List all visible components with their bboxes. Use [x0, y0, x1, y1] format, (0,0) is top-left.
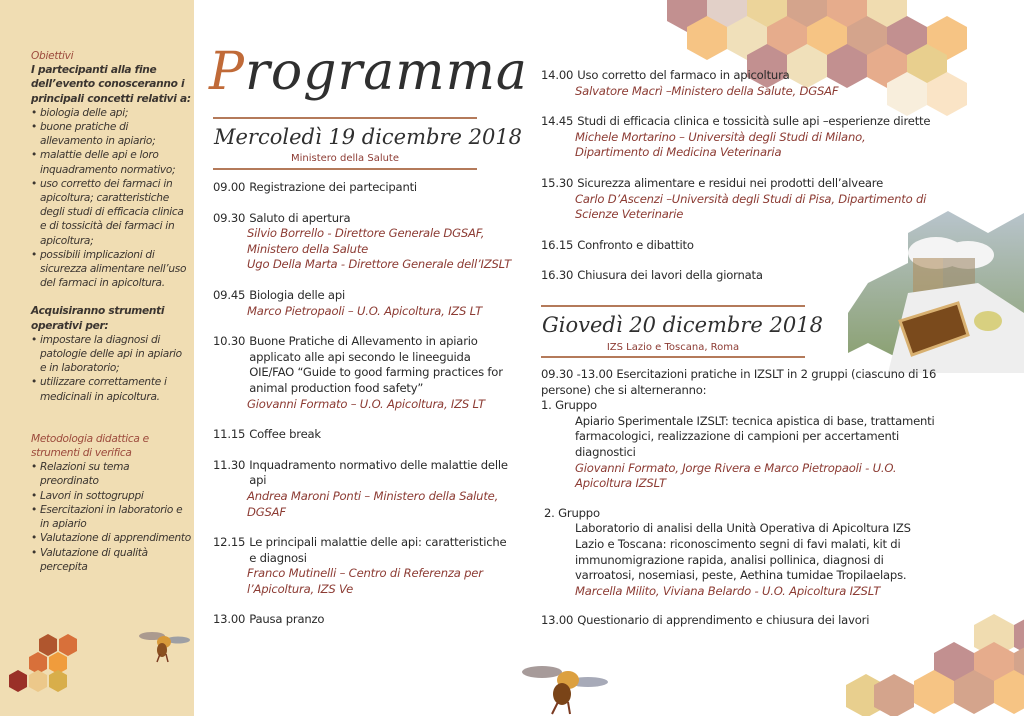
day2-venue: IZS Lazio e Toscana, Roma: [606, 342, 740, 353]
method-list: [31, 460, 191, 574]
divider: [541, 305, 805, 307]
tools-list: [31, 333, 191, 404]
item-time: 09.30: [213, 210, 246, 225]
schedule-item: [213, 612, 513, 628]
group-description: Apiario Sperimentale IZSLT: tecnica apistica di base, trattamenti farmacologici, realizzazione di campioni per accertamenti diagnostici: [575, 413, 935, 459]
item-speaker: Michele Mortarino – Università degli Studi di Milano, Dipartimento di Medicina Veterinaria: [575, 129, 866, 160]
item-title: Biologia delle api: [249, 287, 345, 302]
item-speaker: Franco Mutinelli – Centro di Referenza per l’Apicoltura, IZS Ve: [247, 566, 483, 596]
item-time: 13.00: [213, 612, 246, 627]
divider: [213, 117, 477, 119]
item-title: Chiusura dei lavori della giornata: [577, 268, 763, 283]
method-item: • Relazioni su tema preordinato: [31, 460, 191, 488]
group-label: 1. Gruppo: [541, 398, 597, 413]
item-time: 12.15: [213, 535, 246, 550]
item-speaker: Andrea Maroni Ponti – Ministero della Salute, DGSAF: [247, 488, 499, 519]
item-speaker: Carlo D’Ascenzi –Università degli Studi di Pisa, Dipartimento di Scienze Veterinarie: [575, 191, 927, 222]
item-title: Uso corretto del farmaco in apicoltura: [577, 68, 790, 82]
item-time: 14.45: [541, 114, 574, 129]
item-time: 16.30: [541, 268, 574, 283]
item-speaker: Marco Pietropaoli – U.O. Apicoltura, IZS LT: [247, 303, 483, 318]
sidebar-text: [31, 49, 191, 574]
item-time: 11.15: [213, 427, 246, 442]
objectives-list: [31, 106, 191, 291]
item-title: Saluto di apertura: [249, 210, 351, 225]
group-speakers: Giovanni Formato, Jorge Rivera e Marco Pietropaoli - U.O. Apicoltura IZSLT: [575, 460, 897, 491]
title-first-letter: P: [209, 42, 245, 102]
objective-item: • buone pratiche di allevamento in apiario;: [31, 120, 191, 148]
schedule-item: [213, 334, 513, 412]
group-description: Laboratorio di analisi della Unità Operativa di Apicoltura IZS Lazio e Toscana: riconoscimento segni di favi malati, kit di immunomigrazione rapida, analisi pollinica, diagnosi di varroatosi, nosemiasi, peste, Aethina tumidae Tropilaelaps.: [575, 521, 911, 583]
item-title: Le principali malattie delle api: caratteristiche e diagnosi: [249, 535, 507, 565]
schedule-item: [541, 268, 941, 284]
day1-date: Mercoledì 19 dicembre 2018: [214, 125, 523, 149]
item-speaker: Ministero della Salute: [247, 241, 369, 256]
bee-icon: [520, 658, 612, 716]
item-title: Coffee break: [249, 427, 321, 442]
divider: [541, 356, 805, 358]
sidebar: [0, 0, 194, 716]
item-time: 14.00: [541, 68, 574, 82]
hex-cell: [59, 634, 77, 656]
objectives-intro: I partecipanti alla fine dell’evento conosceranno i principali concetti relativi a:: [31, 64, 191, 105]
item-speaker: Ugo Della Marta - Direttore Generale dell’IZSLT: [247, 257, 512, 272]
day2-intro: 09.30 -13.00 Esercitazioni pratiche in IZSLT in 2 gruppi (ciascuno di 16 persone) che si alterneranno:: [541, 367, 937, 397]
method-item: • Valutazione di apprendimento: [31, 531, 191, 545]
item-time: 15.30: [541, 175, 574, 190]
objective-item: • uso corretto dei farmaci in apicoltura; caratteristiche degli studi di efficacia clinica e di tossicità dei farmaci in apicoltura;: [31, 177, 191, 248]
item-time: 10.30: [213, 334, 246, 349]
day1-afternoon-schedule: [541, 68, 941, 299]
item-time: 11.30: [213, 457, 246, 472]
hex-cell: [49, 670, 67, 692]
schedule-item: [213, 288, 513, 319]
schedule-item: [213, 427, 513, 443]
group-speakers: Marcella Milito, Viviana Belardo - U.O. Apicoltura IZSLT: [575, 583, 881, 598]
tool-item: • impostare la diagnosi di patologie delle api in apiario e in laboratorio;: [31, 333, 191, 376]
item-title: Registrazione dei partecipanti: [249, 180, 417, 194]
tool-item: • utilizzare correttamente i medicinali in apicoltura.: [31, 375, 191, 403]
item-title: Pausa pranzo: [249, 612, 325, 627]
item-title: Questionario di apprendimento e chiusura dei lavori: [577, 613, 870, 628]
group-label: 2. Gruppo: [544, 505, 600, 520]
hex-cell: [9, 634, 77, 692]
schedule-item: [213, 535, 513, 597]
objectives-heading: Obiettivi: [31, 50, 74, 62]
schedule-item: [541, 114, 941, 161]
title-rest: rogramma: [245, 42, 528, 102]
schedule-item: [213, 211, 513, 273]
objective-item: • malattie delle api e loro inquadramento normativo;: [31, 148, 191, 176]
item-time: 09.00: [213, 180, 246, 194]
method-item: • Esercitazioni in laboratorio e in apiario: [31, 503, 191, 531]
day1-venue: Ministero della Salute: [290, 153, 400, 164]
hex-cell: [874, 674, 914, 716]
item-time: 16.15: [541, 237, 574, 252]
schedule-item: [541, 176, 941, 223]
honeycomb-decoration-bottom: [838, 612, 1024, 716]
hex-cell: [29, 670, 47, 692]
item-title: Sicurezza alimentare e residui nei prodotti dell’alveare: [577, 175, 884, 190]
hex-cell: [39, 634, 57, 656]
item-speaker: Giovanni Formato – U.O. Apicoltura, IZS LT: [247, 396, 485, 411]
hex-cell: [9, 670, 27, 692]
item-title: Confronto e dibattito: [577, 237, 694, 252]
schedule-item: [213, 180, 513, 196]
schedule-item: [213, 458, 513, 520]
item-speaker: Salvatore Macrì –Ministero della Salute, DGSAF: [575, 83, 839, 98]
method-item: • Valutazione di qualità percepita: [31, 546, 191, 574]
method-item: • Lavori in sottogruppi: [31, 489, 191, 503]
day2-schedule: [541, 367, 941, 629]
schedule-item: [541, 68, 941, 99]
divider: [213, 168, 477, 170]
method-heading: Metodologia didattica e strumenti di verifica: [31, 432, 149, 460]
item-time: 13.00: [541, 613, 574, 628]
page-title: [209, 42, 528, 102]
item-title: Inquadramento normativo delle malattie delle api: [249, 457, 508, 488]
honeycomb-decoration-left: [4, 632, 84, 710]
item-speaker: Silvio Borrello - Direttore Generale DGSAF,: [247, 226, 485, 241]
schedule-item: [541, 238, 941, 254]
tools-intro: Acquisiranno strumenti operativi per:: [31, 305, 165, 332]
objective-item: • biologia delle api;: [31, 106, 191, 120]
bee-icon: [138, 628, 192, 664]
day1-schedule: [213, 180, 513, 643]
objective-item: • possibili implicazioni di sicurezza alimentare nell’uso del farmaci in apicoltura.: [31, 248, 191, 291]
item-time: 09.45: [213, 287, 246, 302]
item-title: Buone Pratiche di Allevamento in apiario applicato alle api secondo le lineeguida OIE/FAO “Guide to good farming practices for animal production food safety”: [249, 334, 503, 395]
day2-date: Giovedì 20 dicembre 2018: [542, 313, 823, 337]
item-title: Studi di efficacia clinica e tossicità sulle api –esperienze dirette: [577, 114, 931, 129]
